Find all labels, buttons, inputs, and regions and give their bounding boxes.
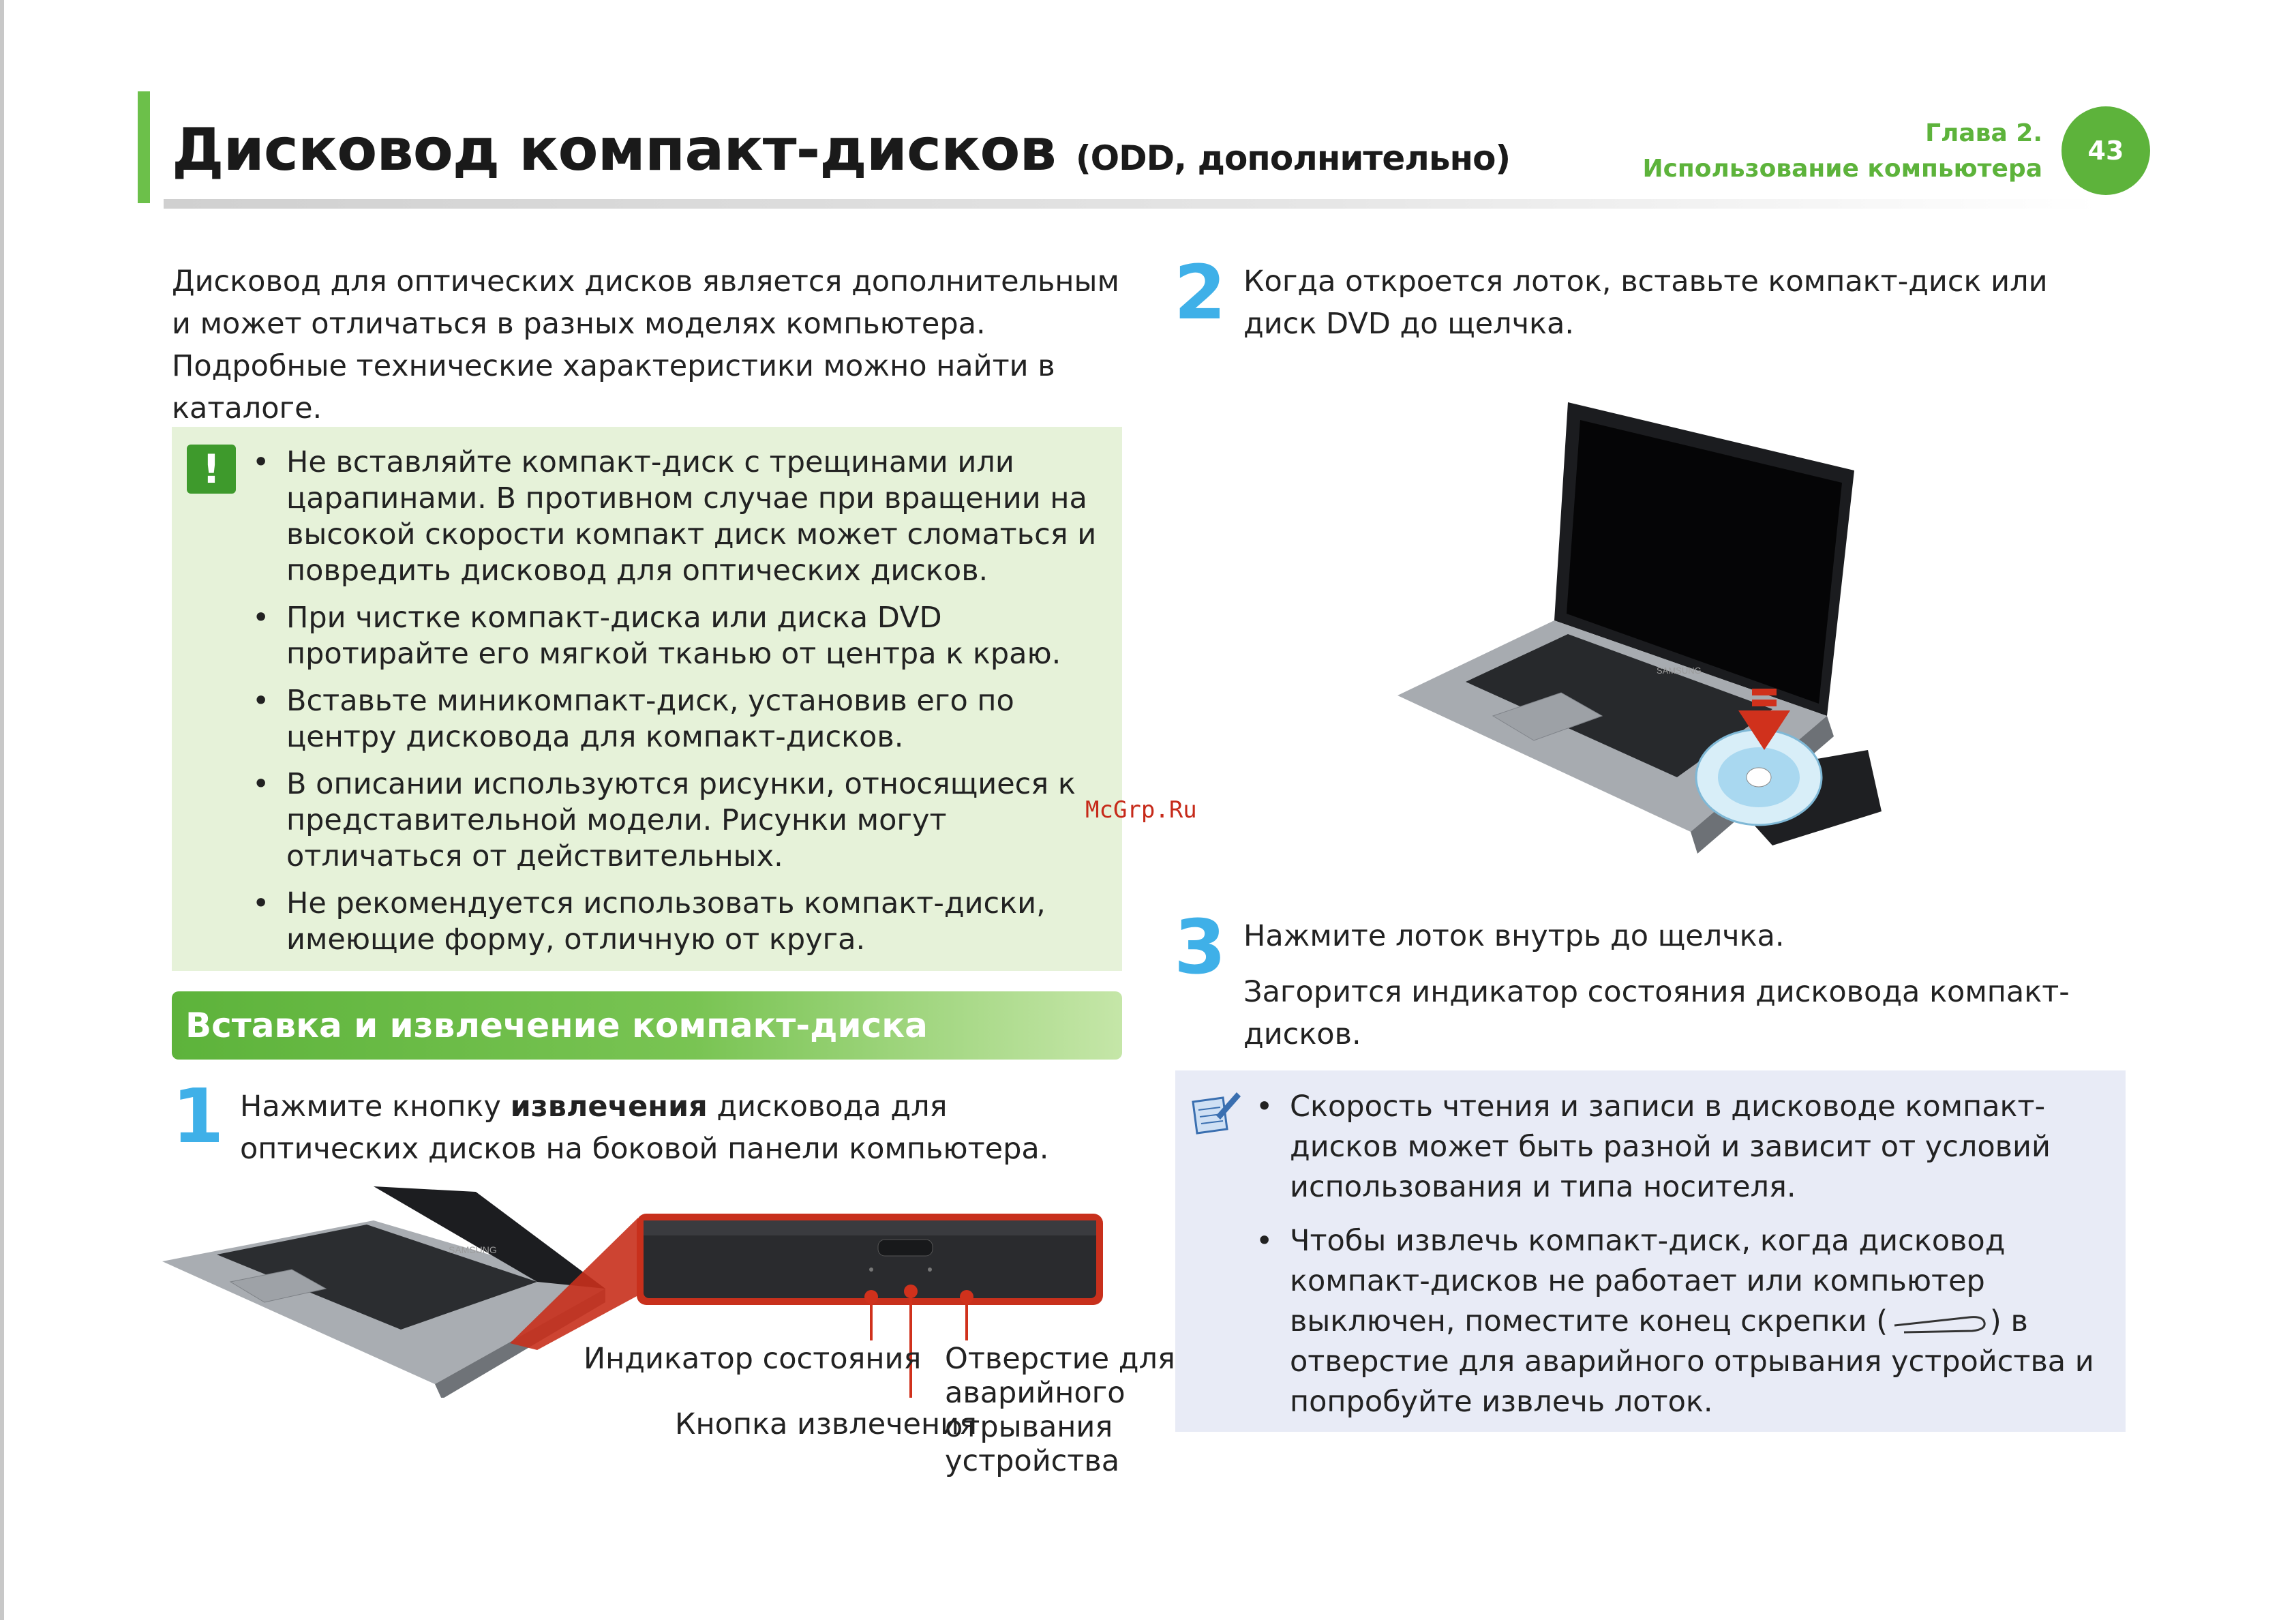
note-pencil-icon bbox=[1189, 1088, 1243, 1136]
info-list bbox=[1256, 1087, 2108, 1436]
page-title bbox=[172, 116, 1510, 184]
warning-item: • Не вставляйте компакт-диск с трещинами или царапинами. В противном случае при вращении на высокой скорости компакт диск может сломаться и повредить дисковод для оптических дисков. bbox=[252, 445, 1098, 589]
emergency-hole bbox=[928, 1268, 932, 1272]
step-3-number: 3 bbox=[1174, 903, 1226, 991]
odd-top-edge bbox=[644, 1220, 1096, 1235]
callout-eject-button: Кнопка извлечения bbox=[675, 1407, 977, 1441]
title-underline bbox=[164, 199, 2100, 209]
info-item-text-after: ) в отверстие для аварийного отрывания устройства и попробуйте извлечь лоток. bbox=[1290, 1304, 2094, 1419]
title-accent-bar bbox=[138, 91, 150, 203]
intro-paragraph: Дисковод для оптических дисков является дополнительным и может отличаться в разных моделях компьютера. Подробные технические характеристики можно найти в каталоге. bbox=[172, 265, 1119, 425]
paperclip-icon bbox=[1888, 1312, 1990, 1335]
step-2-text: Когда откроется лоток, вставьте компакт-диск или диск DVD до щелчка. bbox=[1243, 265, 2048, 341]
page-number-badge: 43 bbox=[2061, 106, 2150, 195]
laptop-tray-illustration bbox=[1391, 395, 1895, 859]
step-1-number: 1 bbox=[172, 1072, 224, 1160]
page-title-sub: (ODD, дополнительно) bbox=[1075, 138, 1511, 178]
warning-item: • Вставьте миникомпакт-диск, установив его по центру дисковода для компакт-дисков. bbox=[252, 683, 1098, 755]
chapter-number: Глава 2. bbox=[1925, 119, 2042, 147]
warning-list bbox=[252, 445, 1098, 969]
page-edge bbox=[0, 0, 4, 1620]
step-1-text-bold: извлечения bbox=[510, 1090, 708, 1124]
arrow-stripe bbox=[1752, 700, 1777, 706]
warning-item: • В описании используются рисунки, относящиеся к представительной модели. Рисунки могут отличаться от действительных. bbox=[252, 766, 1098, 875]
info-item: • Скорость чтения и записи в дисководе компакт-дисков может быть разной и зависит от условий использования и типа носителя. bbox=[1256, 1087, 2108, 1208]
samsung-logo: SAMSUNG bbox=[1657, 665, 1702, 676]
exclamation-icon: ! bbox=[187, 445, 236, 494]
watermark: McGrp.Ru bbox=[1085, 796, 1197, 824]
callout-emergency-hole: Отверстие для аварийного отрывания устройства bbox=[945, 1342, 1175, 1478]
status-led bbox=[869, 1268, 873, 1272]
callout-status-indicator: Индикатор состояния bbox=[584, 1342, 922, 1376]
step-1-text-after: дисковода для оптических дисков на боковой панели компьютера. bbox=[240, 1090, 1049, 1166]
step-2-number: 2 bbox=[1174, 249, 1226, 336]
step-3-text: Нажмите лоток внутрь до щелчка. bbox=[1243, 919, 1785, 953]
chapter-label bbox=[1642, 116, 2042, 187]
section-heading: Вставка и извлечение компакт-диска bbox=[172, 991, 1122, 1060]
eject-button-shape bbox=[878, 1240, 933, 1256]
info-item bbox=[1256, 1221, 2108, 1422]
warning-item: • При чистке компакт-диска или диска DVD протирайте его мягкой тканью от центра к краю. bbox=[252, 600, 1098, 672]
step-1-text-before: Нажмите кнопку bbox=[240, 1090, 511, 1124]
step-1-text bbox=[240, 1085, 1126, 1170]
disc-hole bbox=[1747, 768, 1771, 787]
samsung-logo: SAMSUNG bbox=[449, 1244, 497, 1255]
step-3-result: Загорится индикатор состояния дисковода компакт-дисков. bbox=[1243, 975, 2070, 1051]
info-item-text-before: Чтобы извлечь компакт-диск, когда дисковод компакт-дисков не работает или компьютер выключен, поместите конец скрепки ( bbox=[1290, 1224, 2006, 1338]
arrow-stripe bbox=[1752, 689, 1777, 695]
page-title-main: Дисковод компакт-дисков bbox=[172, 116, 1056, 184]
chapter-title: Использование компьютера bbox=[1642, 155, 2042, 183]
warning-item: • Не рекомендуется использовать компакт-диски, имеющие форму, отличную от круга. bbox=[252, 886, 1098, 958]
